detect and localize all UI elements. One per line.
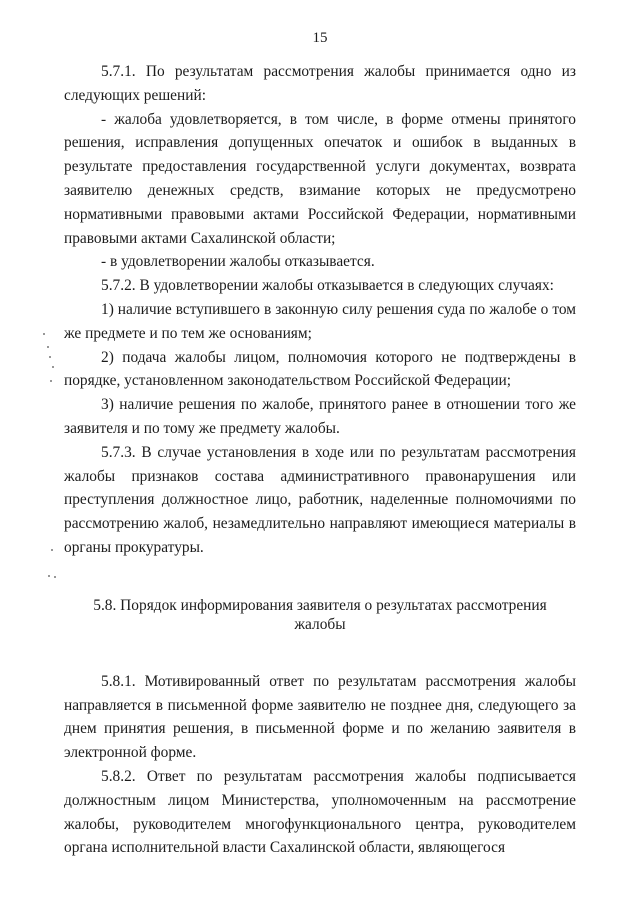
- paragraph-5-8-1: 5.8.1. Мотивированный ответ по результатам рассмотрения жалобы направляется в письменной форме заявителю не позднее дня, следующего за днем принятия решения, в письменной форме и по желанию заявителя в электронной форме.: [64, 672, 576, 762]
- page-number: 15: [312, 30, 328, 46]
- paragraph-case-1: 1) наличие вступившего в законную силу решения суда по жалобе о том же предмете и по тем же основаниям;: [64, 300, 576, 342]
- document-body: [64, 60, 576, 860]
- scan-speck: [52, 366, 54, 368]
- paragraph-decision-satisfied: - жалоба удовлетворяется, в том числе, в форме отмены принятого решения, исправления допущенных опечаток и ошибок в выданных в результате предоставления государственной услуги документах, возврата заявителю денежных средств, взимание которых не предусмотрено нормативными правовыми актами Российской Федерации, нормативными правовыми актами Сахалинской области;: [64, 110, 576, 247]
- paragraph-case-3: 3) наличие решения по жалобе, принятого ранее в отношении того же заявителя и по тому же предмету жалобы.: [64, 396, 576, 437]
- paragraph-5-7-2: 5.7.2. В удовлетворении жалобы отказывается в следующих случаях:: [101, 277, 554, 295]
- scan-speck: [50, 380, 52, 382]
- paragraph-5-7-1: 5.7.1. По результатам рассмотрения жалобы принимается одно из следующих решений:: [64, 63, 576, 104]
- paragraph-decision-refused: - в удовлетворении жалобы отказывается.: [101, 253, 375, 271]
- scan-speck: [49, 356, 51, 358]
- scan-speck: [54, 576, 56, 578]
- paragraph-5-8-2: 5.8.2. Ответ по результатам рассмотрения жалобы подписывается должностным лицом Министерства, уполномоченным на рассмотрение жалобы, руководителем многофункционального центра, руководителем органа исполнительной власти Сахалинской области, являющегося: [64, 767, 576, 857]
- scan-speck: [48, 575, 50, 577]
- paragraph-5-7-3: 5.7.3. В случае установления в ходе или по результатам рассмотрения жалобы признаков состава административного правонарушения или преступления должностное лицо, работник, наделенные полномочиями по рассмотрению жалоб, незамедлительно направляют имеющиеся материалы в органы прокуратуры.: [64, 443, 576, 556]
- section-heading-5-8: 5.8. Порядок информирования заявителя о результатах рассмотрения жалобы: [93, 596, 547, 633]
- scan-speck: [43, 333, 45, 335]
- scan-speck: [51, 549, 53, 551]
- scan-speck: [47, 346, 49, 348]
- paragraph-case-2: 2) подача жалобы лицом, полномочия которого не подтверждены в порядке, установленном законодательством Российской Федерации;: [64, 348, 576, 390]
